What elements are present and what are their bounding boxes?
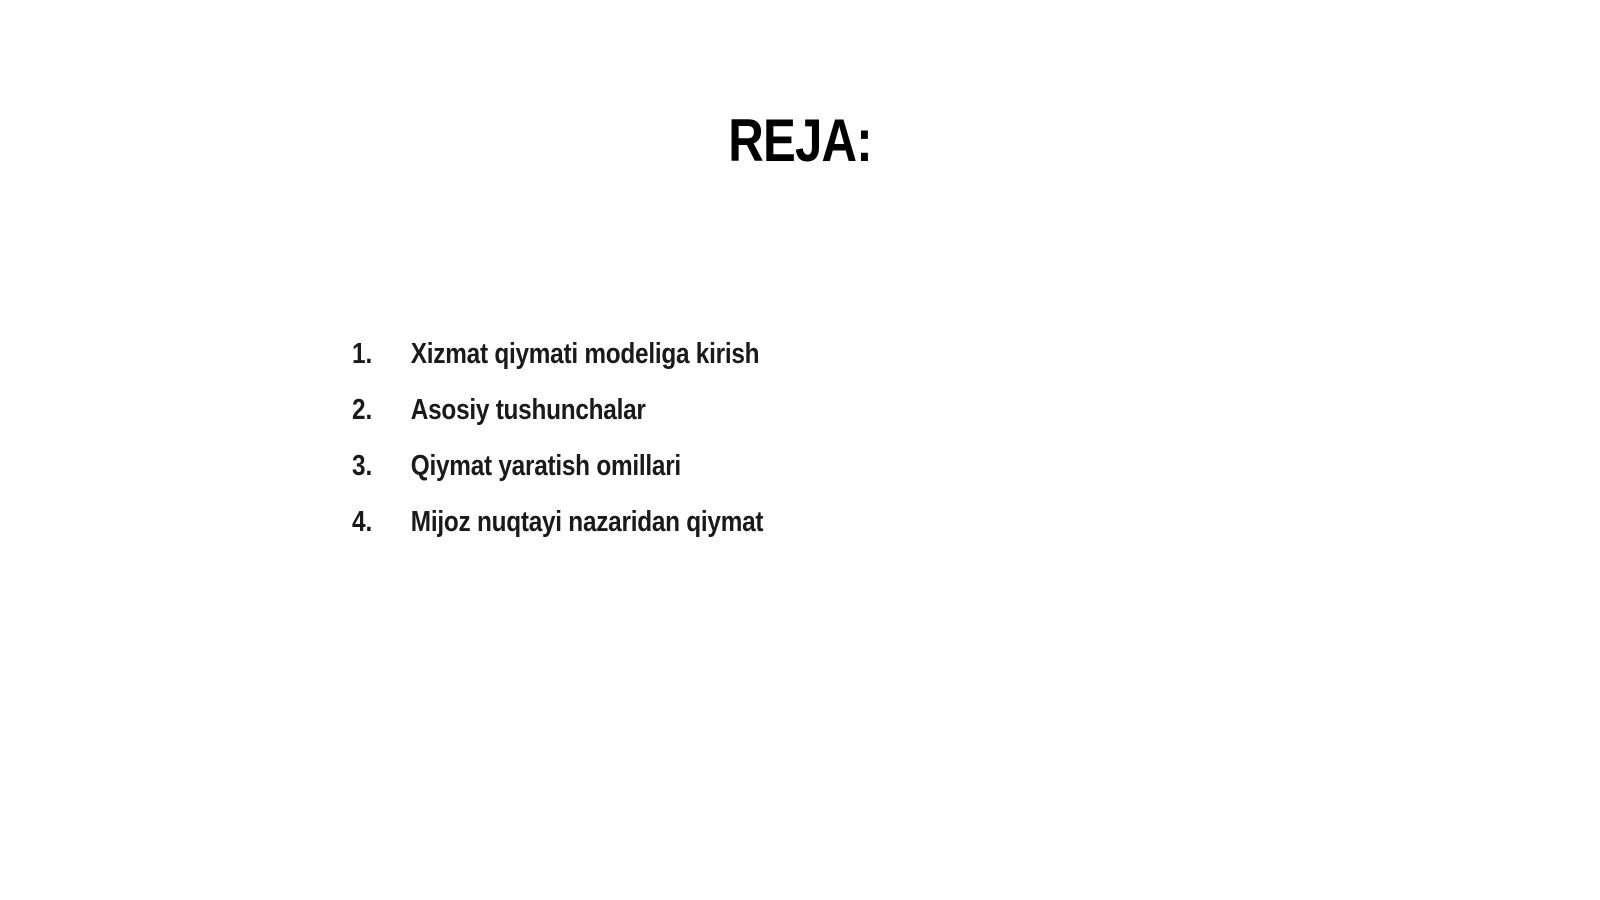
list-item-label: Xizmat qiymati modeliga kirish xyxy=(410,337,760,370)
list-item xyxy=(352,438,763,494)
list-item-label: Mijoz nuqtayi nazaridan qiymat xyxy=(410,505,764,538)
list-item xyxy=(352,382,763,438)
agenda-list xyxy=(352,326,842,550)
list-item-number: 2. xyxy=(352,393,373,426)
list-item xyxy=(352,326,763,382)
list-item-number: 4. xyxy=(352,505,373,538)
list-item-number: 3. xyxy=(352,449,373,482)
list-item-label: Qiymat yaratish omillari xyxy=(410,449,681,482)
list-item-label: Asosiy tushunchalar xyxy=(410,393,646,426)
list-item xyxy=(352,494,763,550)
list-item-number: 1. xyxy=(352,337,373,370)
slide-title: REJA: xyxy=(728,107,872,174)
